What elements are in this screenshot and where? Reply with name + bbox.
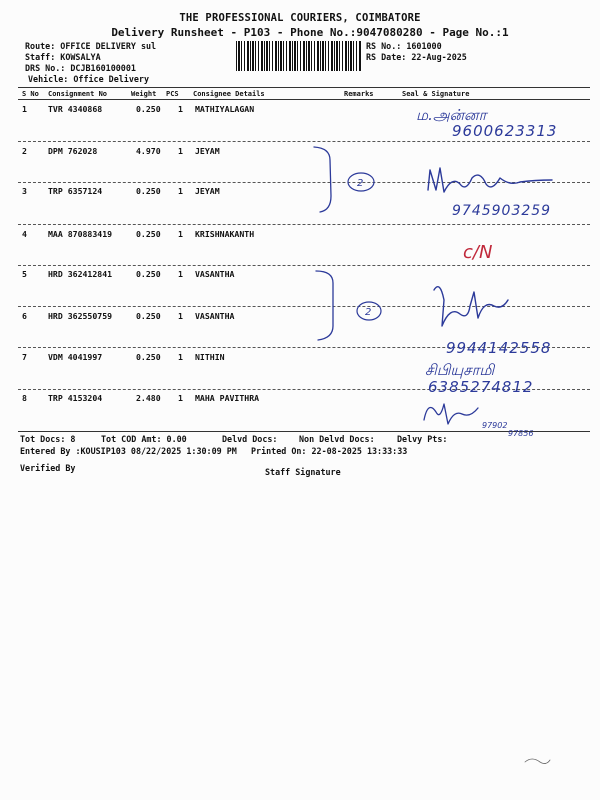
route-label: Route: OFFICE DELIVERY sul	[25, 41, 157, 51]
row-2-weight: 4.970	[136, 146, 161, 156]
delivery-points: Delvy Pts:	[397, 434, 448, 444]
bracket-rows-5-6	[316, 271, 333, 340]
rs-date: RS Date: 22-Aug-2025	[366, 52, 467, 62]
row-7-pcs: 1	[178, 352, 183, 362]
staff-signature-label: Staff Signature	[265, 467, 341, 477]
row-7-consignment: VDM 4041997	[48, 352, 103, 362]
col-weight: Weight	[131, 90, 157, 98]
row-6-weight: 0.250	[136, 311, 161, 321]
row-3-handwritten-phone: 9745903259	[452, 203, 552, 219]
total-docs: Tot Docs: 8	[20, 434, 76, 444]
company-name: THE PROFESSIONAL COURIERS, COIMBATORE	[179, 12, 421, 24]
row-7-consignee: NITHIN	[195, 352, 225, 362]
corner-scribble	[525, 759, 550, 764]
col-pcs: PCS	[166, 90, 179, 98]
drs-number: DRS No.: DCJB160100001	[25, 63, 136, 73]
row-8-consignment: TRP 4153204	[48, 393, 103, 403]
row-1-handwritten-name: ம.அன்னா	[416, 106, 487, 124]
row-8-weight: 2.480	[136, 393, 161, 403]
col-seal-signature: Seal & Signature	[402, 90, 470, 98]
rs-number: RS No.: 1601000	[366, 41, 442, 51]
row-3-pcs: 1	[178, 186, 183, 196]
circle-mark-2-digit: 2	[365, 307, 372, 318]
row-2-consignment: DPM 762028	[48, 146, 98, 156]
bracket-rows-2-3	[314, 147, 331, 212]
row-6-consignee: VASANTHA	[195, 311, 235, 321]
row-4-consignment: MAA 870883419	[48, 229, 113, 239]
row-8-sno: 8	[22, 393, 27, 403]
row-5-signature	[434, 287, 508, 326]
row-2-sno: 2	[22, 146, 27, 156]
row-2-consignee: JEYAM	[195, 146, 220, 156]
row-2-pcs: 1	[178, 146, 183, 156]
row-4-consignee: KRISHNAKANTH	[195, 229, 255, 239]
row-1-weight: 0.250	[136, 104, 161, 114]
runsheet-title: Delivery Runsheet - P103 - Phone No.:9047080280 - Page No.:1	[111, 26, 509, 39]
row-1-sno: 1	[22, 104, 27, 114]
vehicle-label: Vehicle: Office Delivery	[28, 74, 150, 84]
row-4-sno: 4	[22, 229, 27, 239]
verified-by: Verified By	[20, 463, 76, 473]
row-4-pcs: 1	[178, 229, 183, 239]
row-3-consignment: TRP 6357124	[48, 186, 103, 196]
row-8-number-2: 97856	[508, 429, 534, 438]
row-6-sno: 6	[22, 311, 27, 321]
non-delivered-docs: Non Delvd Docs:	[299, 434, 375, 444]
row-7-handwritten-phone: 6385274812	[428, 378, 534, 396]
entered-by: Entered By :KOUSIP103 08/22/2025 1:30:09 PM	[20, 446, 237, 456]
row-1-consignee: MATHIYALAGAN	[195, 104, 255, 114]
row-3-signature	[428, 168, 552, 192]
col-remarks: Remarks	[344, 90, 374, 98]
staff-label: Staff: KOWSALYA	[25, 52, 101, 62]
row-5-weight: 0.250	[136, 269, 161, 279]
row-4-weight: 0.250	[136, 229, 161, 239]
row-4-handwritten-note: c/N	[463, 242, 493, 263]
row-1-pcs: 1	[178, 104, 183, 114]
row-3-weight: 0.250	[136, 186, 161, 196]
row-6-consignment: HRD 362550759	[48, 311, 113, 321]
col-consignee: Consignee Details	[193, 90, 265, 98]
col-sno: S No	[22, 90, 39, 98]
row-8-consignee: MAHA PAVITHRA	[195, 393, 260, 403]
row-5-consignee: VASANTHA	[195, 269, 235, 279]
col-consignment: Consignment No	[48, 90, 108, 98]
row-8-number-1: 97902	[482, 421, 508, 430]
row-3-consignee: JEYAM	[195, 186, 220, 196]
row-3-sno: 3	[22, 186, 27, 196]
row-5-consignment: HRD 362412841	[48, 269, 113, 279]
row-7-handwritten-name: சிபியுசாமி	[425, 361, 495, 379]
row-8-pcs: 1	[178, 393, 183, 403]
circle-mark-1-digit: 2	[357, 178, 364, 189]
row-8-signature	[424, 404, 478, 424]
total-cod-amount: Tot COD Amt: 0.00	[101, 434, 187, 444]
delivered-docs: Delvd Docs:	[222, 434, 278, 444]
row-1-consignment: TVR 4340868	[48, 104, 103, 114]
row-7-weight: 0.250	[136, 352, 161, 362]
printed-on: Printed On: 22-08-2025 13:33:33	[251, 446, 408, 456]
row-1-handwritten-phone: 9600623313	[452, 122, 558, 140]
row-5-pcs: 1	[178, 269, 183, 279]
row-5-sno: 5	[22, 269, 27, 279]
row-6-pcs: 1	[178, 311, 183, 321]
row-7-sno: 7	[22, 352, 27, 362]
row-6-handwritten-phone: 9944142558	[446, 339, 552, 357]
